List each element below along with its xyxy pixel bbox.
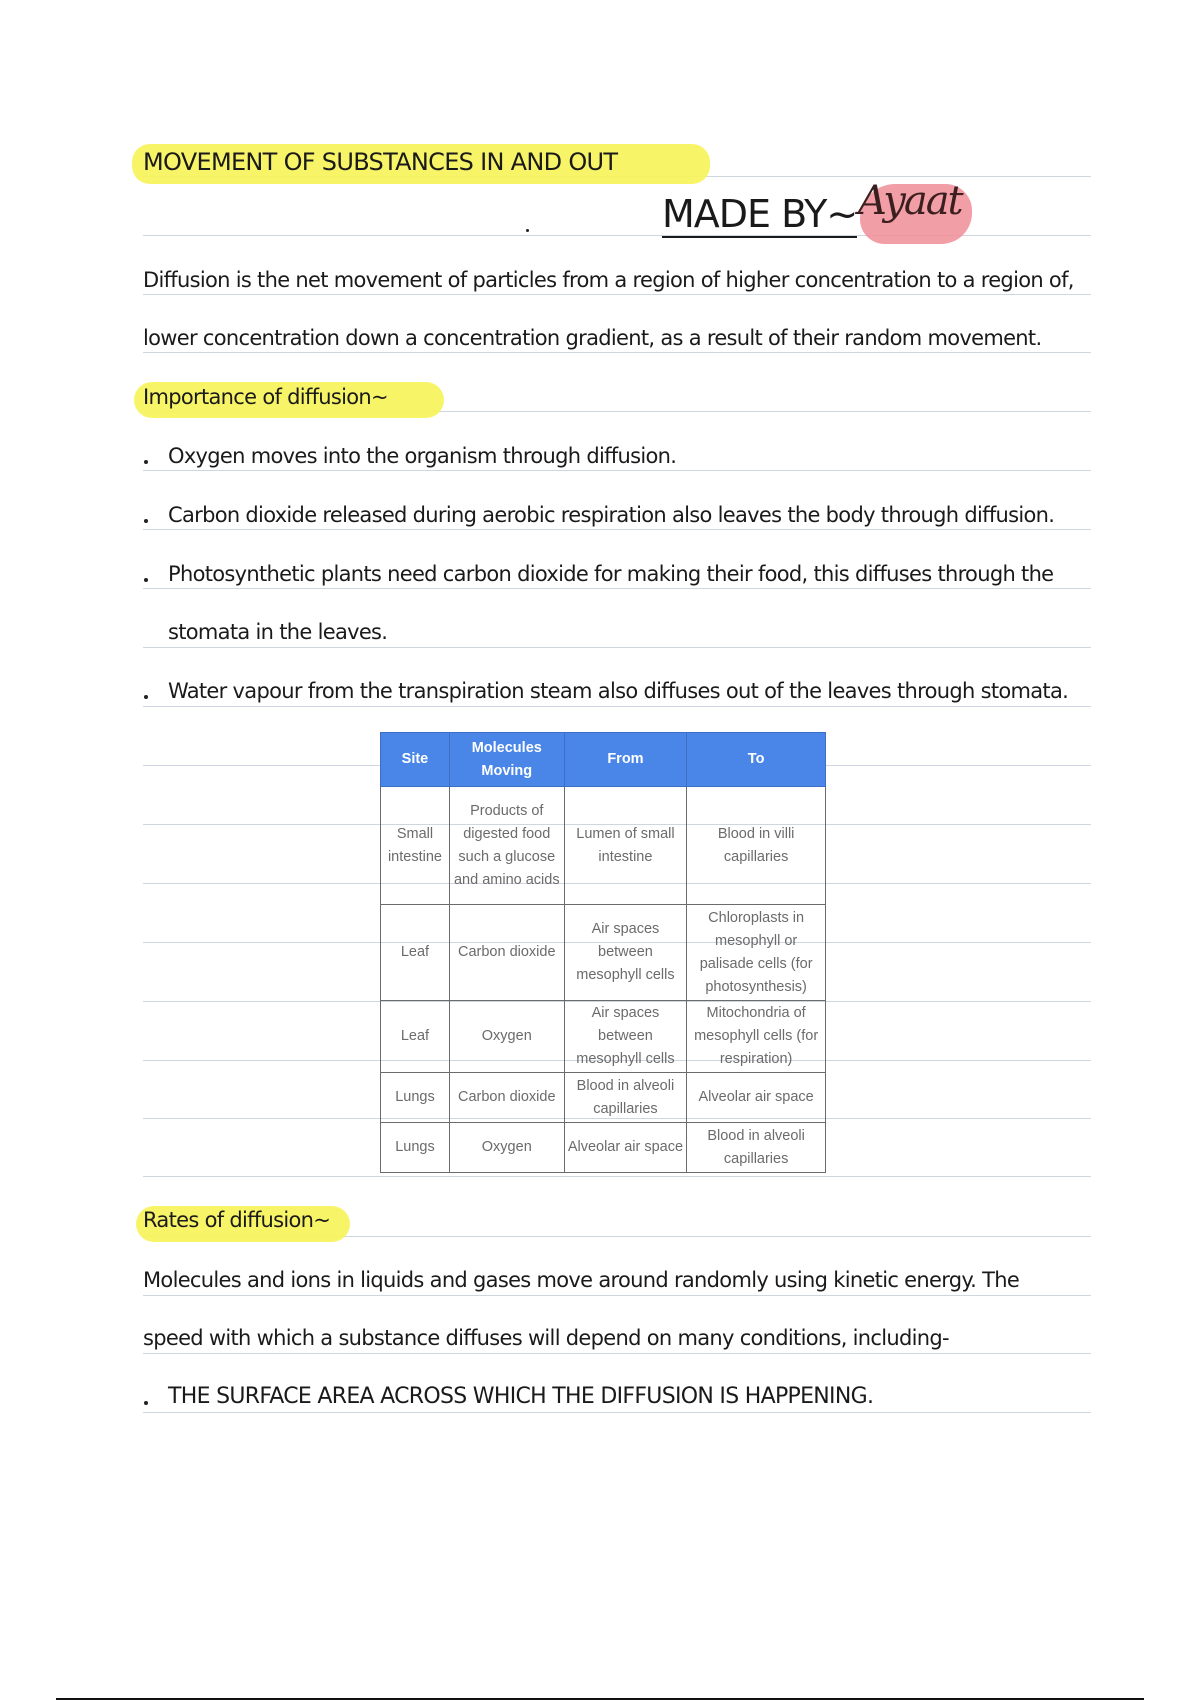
rates-line-2: speed with which a substance diffuses will depend on many conditions, including- bbox=[143, 1326, 949, 1350]
column-header-molecules: Molecules Moving bbox=[449, 733, 564, 787]
table-cell: Small intestine bbox=[381, 787, 450, 905]
bullet-icon bbox=[144, 578, 148, 582]
rates-bullet: THE SURFACE AREA ACROSS WHICH THE DIFFUSION IS HAPPENING. bbox=[168, 1384, 874, 1409]
importance-bullet-continued: stomata in the leaves. bbox=[168, 620, 388, 644]
importance-bullet: Water vapour from the transpiration steam also diffuses out of the leaves through stomata. bbox=[168, 679, 1069, 703]
table-cell: Oxygen bbox=[449, 1123, 564, 1173]
table-row bbox=[381, 1123, 826, 1173]
table-header-row bbox=[381, 733, 826, 787]
table-cell: Mitochondria of mesophyll cells (for respiration) bbox=[687, 1001, 826, 1073]
ruled-line bbox=[143, 1412, 1091, 1413]
table-cell: Oxygen bbox=[449, 1001, 564, 1073]
table-cell: Blood in alveoli capillaries bbox=[564, 1073, 687, 1123]
signature bbox=[858, 178, 980, 248]
table-cell: Air spaces between mesophyll cells bbox=[564, 905, 687, 1001]
diffusion-table bbox=[380, 732, 826, 1173]
table-cell: Blood in villi capillaries bbox=[687, 787, 826, 905]
signature-text: Ayaat bbox=[858, 178, 962, 224]
table-cell: Products of digested food such a glucose and amino acids bbox=[449, 787, 564, 905]
table-cell: Leaf bbox=[381, 1001, 450, 1073]
table-cell: Lungs bbox=[381, 1073, 450, 1123]
table-cell: Blood in alveoli capillaries bbox=[687, 1123, 826, 1173]
ruled-line bbox=[143, 1353, 1091, 1354]
ruled-line bbox=[143, 1295, 1091, 1296]
ruled-line bbox=[143, 1176, 1091, 1177]
ruled-line bbox=[143, 352, 1091, 353]
table-cell: Leaf bbox=[381, 905, 450, 1001]
table-cell: Chloroplasts in mesophyll or palisade cells (for photosynthesis) bbox=[687, 905, 826, 1001]
bullet-icon bbox=[144, 460, 148, 464]
ruled-line bbox=[143, 470, 1091, 471]
stray-dot bbox=[526, 229, 529, 232]
table-cell: Alveolar air space bbox=[687, 1073, 826, 1123]
ruled-line bbox=[143, 529, 1091, 530]
table-cell: Carbon dioxide bbox=[449, 1073, 564, 1123]
table-cell: Alveolar air space bbox=[564, 1123, 687, 1173]
ruled-line bbox=[143, 588, 1091, 589]
table-row bbox=[381, 787, 826, 905]
column-header-from: From bbox=[564, 733, 687, 787]
rates-line-1: Molecules and ions in liquids and gases move around randomly using kinetic energy. The bbox=[143, 1268, 1020, 1292]
page-title: MOVEMENT OF SUBSTANCES IN AND OUT bbox=[143, 148, 618, 176]
ruled-line bbox=[143, 294, 1091, 295]
bullet-icon bbox=[144, 519, 148, 523]
importance-bullet: Oxygen moves into the organism through diffusion. bbox=[168, 444, 677, 468]
table-row bbox=[381, 1073, 826, 1123]
table-row bbox=[381, 905, 826, 1001]
column-header-to: To bbox=[687, 733, 826, 787]
importance-bullet: Photosynthetic plants need carbon dioxide for making their food, this diffuses through the bbox=[168, 562, 1054, 586]
table-cell: Lumen of small intestine bbox=[564, 787, 687, 905]
table-row bbox=[381, 1001, 826, 1073]
importance-heading: Importance of diffusion~ bbox=[143, 385, 388, 409]
definition-line-1: Diffusion is the net movement of particles from a region of higher concentration to a region of, bbox=[143, 268, 1074, 292]
ruled-line bbox=[143, 706, 1091, 707]
bullet-icon bbox=[144, 1401, 148, 1405]
importance-bullet: Carbon dioxide released during aerobic respiration also leaves the body through diffusion. bbox=[168, 503, 1055, 527]
definition-line-2: lower concentration down a concentration gradient, as a result of their random movement. bbox=[143, 326, 1042, 350]
table-cell: Lungs bbox=[381, 1123, 450, 1173]
table-cell: Carbon dioxide bbox=[449, 905, 564, 1001]
table-cell: Air spaces between mesophyll cells bbox=[564, 1001, 687, 1073]
ruled-line bbox=[143, 647, 1091, 648]
made-by-label: MADE BY~ bbox=[662, 192, 858, 236]
rates-heading: Rates of diffusion~ bbox=[143, 1208, 331, 1232]
column-header-site: Site bbox=[381, 733, 450, 787]
bullet-icon bbox=[144, 695, 148, 699]
